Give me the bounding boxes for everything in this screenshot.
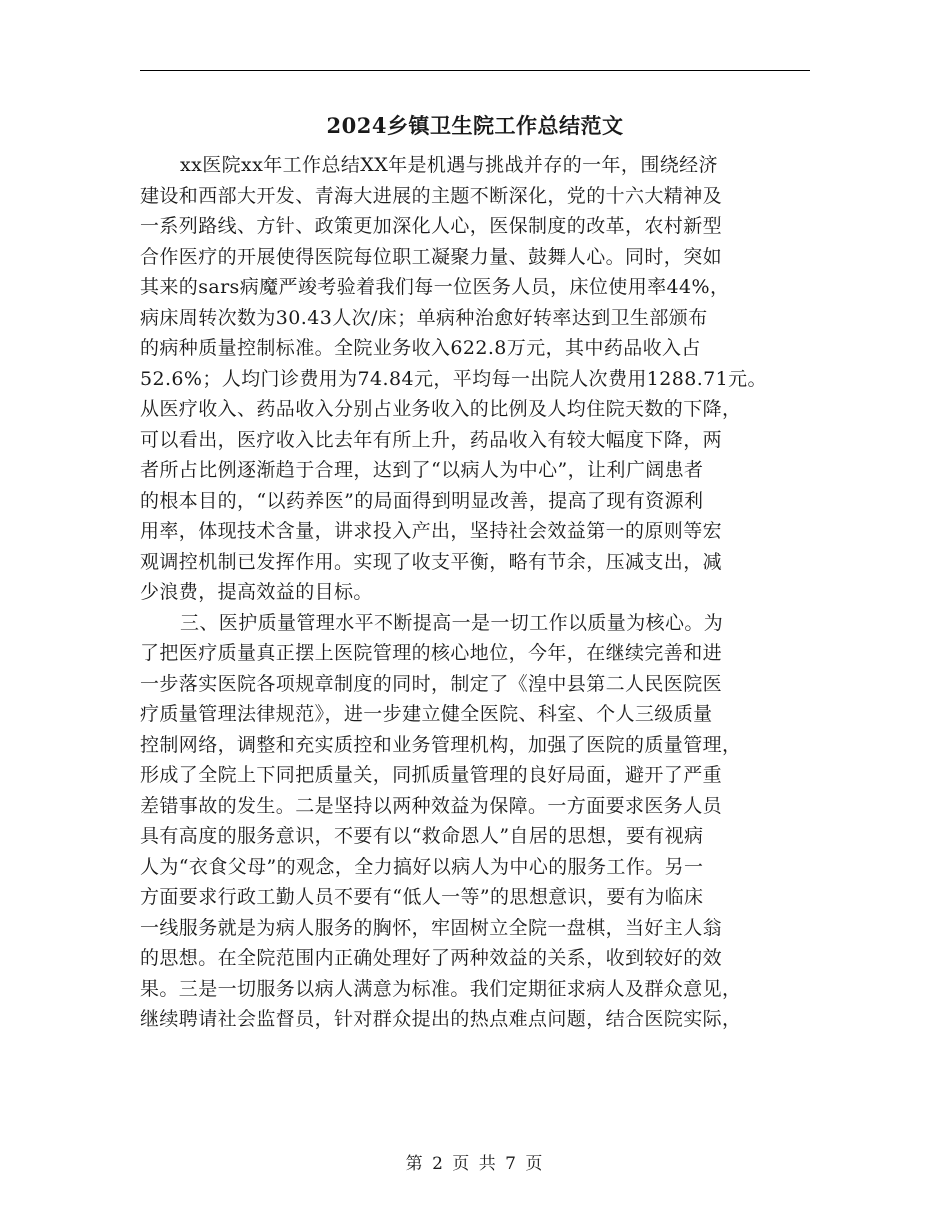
paragraph-line: 了把医疗质量真正摆上医院管理的核心地位，今年，在继续完善和进 [140,642,723,664]
paragraph-line: 人为“衣食父母”的观念，全力搞好以病人为中心的服务工作。另一 [140,855,704,878]
page-number: 第 2 页 共 7 页 [405,1154,545,1174]
paragraph-line: 一系列路线、方针、政策更加深化人心，医保制度的改革，农村新型 [140,215,723,237]
document-title: 2024乡镇卫生院工作总结范文 [326,113,624,138]
document-body [140,150,810,1035]
paragraph-line: 52.6%；人均门诊费用为74.84元，平均每一出院人次费用1288.71元。 [140,367,767,390]
paragraph-line: 少浪费，提高效益的目标。 [140,581,373,603]
paragraph-line: 病床周转次数为30.43人次/床；单病种治愈好转率达到卫生部颁布 [140,306,708,329]
paragraph-line: 差错事故的发生。二是坚持以两种效益为保障。一方面要求医务人员 [140,794,723,817]
paragraph-2 [140,608,810,1035]
paragraph-line: 方面要求行政工勤人员不要有“低人一等”的思想意识，要有为临床 [140,886,704,908]
paragraph-line: 从医疗收入、药品收入分别占业务收入的比例及人均住院天数的下降， [140,398,742,420]
header-rule [140,70,810,71]
paragraph-line: 的病种质量控制标准。全院业务收入622.8万元，其中药品收入占 [140,337,701,359]
paragraph-line: 继续聘请社会监督员，针对群众提出的热点难点问题，结合医院实际， [140,1008,742,1030]
paragraph-line: 的根本目的，“以药养医”的局面得到明显改善，提高了现有资源利 [140,489,704,512]
paragraph-line: xx医院xx年工作总结XX年是机遇与挑战并存的一年，围绕经济 [180,154,718,176]
paragraph-line: 疗质量管理法律规范》，进一步建立健全医院、科室、个人三级质量 [140,703,713,725]
paragraph-line: 形成了全院上下同把质量关，同抓质量管理的良好局面，避开了严重 [140,764,723,786]
paragraph-line: 者所占比例逐渐趋于合理，达到了“以病人为中心”，让利广阔患者 [140,459,704,481]
paragraph-line: 一线服务就是为病人服务的胸怀，牢固树立全院一盘棋，当好主人翁 [140,916,723,939]
paragraph-line: 建设和西部大开发、青海大进展的主题不断深化，党的十六大精神及 [140,184,723,207]
paragraph-line: 一步落实医院各项规章制度的同时，制定了《湟中县第二人民医院医 [140,672,723,695]
paragraph-line: 果。三是一切服务以病人满意为标准。我们定期征求病人及群众意见， [140,977,742,1000]
paragraph-line: 用率，体现技术含量，讲求投入产出，坚持社会效益第一的原则等宏 [140,520,723,542]
paragraph-line: 具有高度的服务意识，不要有以“救命恩人”自居的思想，要有视病 [140,825,704,847]
paragraph-line: 观调控机制已发挥作用。实现了收支平衡，略有节余，压减支出，减 [140,550,723,573]
paragraph-line: 可以看出，医疗收入比去年有所上升，药品收入有较大幅度下降，两 [140,428,723,451]
paragraph-line: 其来的sars病魔严竣考验着我们每一位医务人员，床位使用率44%， [140,276,730,298]
paragraph-line: 三、医护质量管理水平不断提高一是一切工作以质量为核心。为 [180,611,724,634]
paragraph-line: 合作医疗的开展使得医院每位职工凝聚力量、鼓舞人心。同时，突如 [140,245,723,268]
paragraph-line: 控制网络，调整和充实质控和业务管理机构，加强了医院的质量管理， [140,733,742,756]
paragraph-line: 的思想。在全院范围内正确处理好了两种效益的关系，收到较好的效 [140,947,723,969]
paragraph-1 [140,150,810,608]
